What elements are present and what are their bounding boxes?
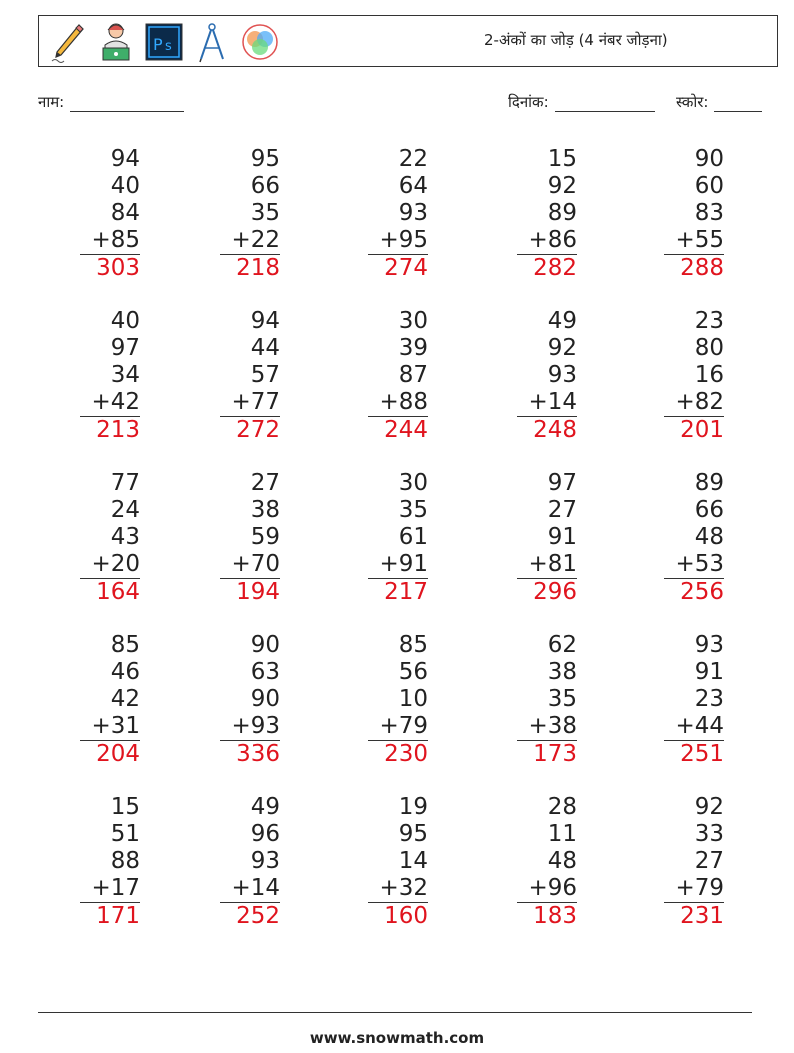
addition-problem: [368, 146, 428, 282]
addend-1: 89: [694, 470, 724, 496]
addend-1: 15: [547, 146, 577, 172]
answer: 171: [96, 903, 140, 929]
name-label: नाम:: [38, 93, 65, 111]
addend-4: +42: [80, 389, 140, 417]
addend-3: 27: [694, 848, 724, 874]
addition-problem: [664, 794, 724, 930]
pencil-icon: [49, 21, 87, 63]
addend-2: 95: [398, 821, 428, 847]
addend-1: 85: [110, 632, 140, 658]
addend-1: 49: [250, 794, 280, 820]
addend-4: +95: [368, 227, 428, 255]
header-icons: [49, 20, 279, 64]
addend-1: 90: [694, 146, 724, 172]
addend-2: 38: [250, 497, 280, 523]
answer: 183: [533, 903, 577, 929]
addition-problem: [220, 794, 280, 930]
addend-1: 97: [547, 470, 577, 496]
addend-3: 48: [694, 524, 724, 550]
addend-1: 94: [250, 308, 280, 334]
answer: 244: [384, 417, 428, 443]
addition-problem: [220, 632, 280, 768]
addend-3: 89: [547, 200, 577, 226]
addend-2: 66: [250, 173, 280, 199]
answer: 296: [533, 579, 577, 605]
addition-problem: [80, 146, 140, 282]
answer: 194: [236, 579, 280, 605]
addend-2: 56: [398, 659, 428, 685]
addend-3: 35: [547, 686, 577, 712]
addend-4: +85: [80, 227, 140, 255]
addend-3: 93: [547, 362, 577, 388]
answer: 218: [236, 255, 280, 281]
addition-problem: [664, 632, 724, 768]
addition-problem: [517, 308, 577, 444]
addend-2: 66: [694, 497, 724, 523]
addition-problem: [220, 470, 280, 606]
color-wheel-icon: [241, 21, 279, 63]
addition-problem: [517, 470, 577, 606]
worksheet-header: [38, 15, 778, 67]
answer: 201: [680, 417, 724, 443]
addend-3: 59: [250, 524, 280, 550]
addend-2: 96: [250, 821, 280, 847]
addend-3: 23: [694, 686, 724, 712]
addend-1: 85: [398, 632, 428, 658]
addend-1: 94: [110, 146, 140, 172]
answer: 256: [680, 579, 724, 605]
answer: 160: [384, 903, 428, 929]
addend-2: 92: [547, 173, 577, 199]
addition-problem: [368, 308, 428, 444]
addend-4: +81: [517, 551, 577, 579]
addend-3: 93: [250, 848, 280, 874]
addition-problem: [664, 470, 724, 606]
score-field: [676, 92, 762, 112]
addend-3: 43: [110, 524, 140, 550]
addend-2: 44: [250, 335, 280, 361]
addend-4: +79: [368, 713, 428, 741]
date-field: [508, 92, 655, 112]
addend-4: +22: [220, 227, 280, 255]
addend-3: 93: [398, 200, 428, 226]
addend-3: 16: [694, 362, 724, 388]
answer: 274: [384, 255, 428, 281]
addend-2: 51: [110, 821, 140, 847]
answer: 217: [384, 579, 428, 605]
addend-4: +93: [220, 713, 280, 741]
addend-4: +14: [517, 389, 577, 417]
student-at-computer-icon: [97, 21, 135, 63]
addend-1: 30: [398, 470, 428, 496]
answer: 173: [533, 741, 577, 767]
addend-3: 61: [398, 524, 428, 550]
addition-problem: [368, 470, 428, 606]
score-label: स्कोर:: [676, 93, 709, 111]
answer: 248: [533, 417, 577, 443]
addition-problem: [517, 632, 577, 768]
addend-1: 27: [250, 470, 280, 496]
addend-1: 23: [694, 308, 724, 334]
addition-problem: [80, 470, 140, 606]
addend-1: 93: [694, 632, 724, 658]
addend-3: 90: [250, 686, 280, 712]
addend-2: 40: [110, 173, 140, 199]
addend-3: 57: [250, 362, 280, 388]
addend-1: 77: [110, 470, 140, 496]
addend-1: 90: [250, 632, 280, 658]
name-blank: [70, 97, 184, 112]
answer: 282: [533, 255, 577, 281]
date-blank: [555, 97, 655, 112]
addition-problem: [664, 308, 724, 444]
addition-problem: [80, 794, 140, 930]
addend-4: +44: [664, 713, 724, 741]
name-field: [38, 92, 184, 112]
answer: 204: [96, 741, 140, 767]
addend-1: 92: [694, 794, 724, 820]
answer: 303: [96, 255, 140, 281]
svg-text:P: P: [153, 35, 163, 54]
addend-1: 62: [547, 632, 577, 658]
addend-4: +91: [368, 551, 428, 579]
addend-3: 83: [694, 200, 724, 226]
addition-problem: [80, 632, 140, 768]
addition-problem: [368, 794, 428, 930]
addend-1: 22: [398, 146, 428, 172]
addend-1: 28: [547, 794, 577, 820]
worksheet-title: 2-अंकों का जोड़ (4 नंबर जोड़ना): [484, 31, 668, 49]
addition-problem: [517, 794, 577, 930]
answer: 272: [236, 417, 280, 443]
addend-2: 27: [547, 497, 577, 523]
addend-4: +70: [220, 551, 280, 579]
addend-2: 38: [547, 659, 577, 685]
addend-4: +79: [664, 875, 724, 903]
answer: 230: [384, 741, 428, 767]
addend-2: 39: [398, 335, 428, 361]
addend-3: 42: [110, 686, 140, 712]
addend-2: 35: [398, 497, 428, 523]
addend-4: +32: [368, 875, 428, 903]
addend-4: +17: [80, 875, 140, 903]
answer: 164: [96, 579, 140, 605]
addition-problem: [517, 146, 577, 282]
addend-4: +55: [664, 227, 724, 255]
addition-problem: [220, 146, 280, 282]
answer: 288: [680, 255, 724, 281]
addend-3: 35: [250, 200, 280, 226]
addend-1: 49: [547, 308, 577, 334]
addend-4: +31: [80, 713, 140, 741]
addition-problem: [80, 308, 140, 444]
addend-2: 91: [694, 659, 724, 685]
addend-1: 30: [398, 308, 428, 334]
addition-problem: [664, 146, 724, 282]
photoshop-icon: [145, 21, 183, 63]
addend-2: 63: [250, 659, 280, 685]
addend-4: +88: [368, 389, 428, 417]
answer: 213: [96, 417, 140, 443]
answer: 231: [680, 903, 724, 929]
drawing-compass-icon: [193, 21, 231, 63]
addend-3: 14: [398, 848, 428, 874]
score-blank: [714, 97, 762, 112]
addend-2: 64: [398, 173, 428, 199]
addend-2: 11: [547, 821, 577, 847]
addend-3: 10: [398, 686, 428, 712]
addend-1: 19: [398, 794, 428, 820]
addend-4: +86: [517, 227, 577, 255]
addend-3: 34: [110, 362, 140, 388]
addend-4: +20: [80, 551, 140, 579]
addend-2: 33: [694, 821, 724, 847]
addend-2: 46: [110, 659, 140, 685]
addend-1: 95: [250, 146, 280, 172]
answer: 251: [680, 741, 724, 767]
svg-text:s: s: [165, 39, 172, 54]
date-label: दिनांक:: [508, 93, 549, 111]
addend-2: 92: [547, 335, 577, 361]
addend-4: +96: [517, 875, 577, 903]
addition-problem: [220, 308, 280, 444]
answer: 252: [236, 903, 280, 929]
addend-4: +77: [220, 389, 280, 417]
addend-3: 48: [547, 848, 577, 874]
addend-4: +82: [664, 389, 724, 417]
addition-problem: [368, 632, 428, 768]
addend-4: +53: [664, 551, 724, 579]
footer-divider: [38, 1012, 752, 1013]
addend-3: 88: [110, 848, 140, 874]
addend-3: 87: [398, 362, 428, 388]
addend-2: 80: [694, 335, 724, 361]
footer-website: www.snowmath.com: [309, 1029, 485, 1047]
addend-4: +14: [220, 875, 280, 903]
addend-3: 84: [110, 200, 140, 226]
addend-2: 60: [694, 173, 724, 199]
addend-2: 97: [110, 335, 140, 361]
addend-2: 24: [110, 497, 140, 523]
addend-3: 91: [547, 524, 577, 550]
addend-1: 40: [110, 308, 140, 334]
addend-4: +38: [517, 713, 577, 741]
answer: 336: [236, 741, 280, 767]
addend-1: 15: [110, 794, 140, 820]
